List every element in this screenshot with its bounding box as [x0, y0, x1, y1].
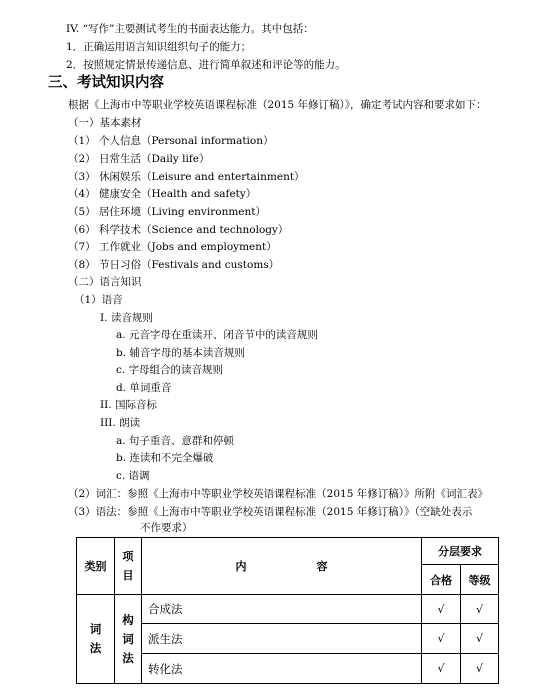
grammar-line: （3）语法：参照《上海市中等职业学校英语课程标准（2015 年修订稿）》（空缺处表示 [68, 506, 473, 518]
category-char-1: 词 [89, 622, 102, 636]
list-item: b. 连读和不完全爆破 [116, 452, 214, 464]
category-cell [77, 595, 115, 684]
header-grade: 等级 [461, 565, 499, 595]
header-item [115, 538, 142, 595]
header-content [142, 538, 422, 595]
header-levels: 分层要求 [422, 538, 499, 565]
item-char-1: 构 [122, 612, 134, 627]
subsection-heading: I. 读音规则 [100, 312, 153, 324]
requirement-item-2: 2．按照规定情景传递信息、进行简单叙述和评论等的能力。 [66, 59, 346, 71]
table-row-grade-check: √ [461, 595, 499, 624]
list-item: （2） 日常生活（Daily life） [68, 153, 210, 165]
list-item: d. 单词重音 [116, 382, 172, 394]
table-row-content: 转化法 [142, 654, 422, 684]
table-row-grade-check: √ [461, 654, 499, 684]
list-item: （5） 居住环境（Living environment） [68, 206, 266, 218]
list-item: c. 字母组合的读音规则 [116, 364, 224, 376]
section-heading: 三、考试知识内容 [48, 75, 164, 91]
list-item: （1） 个人信息（Personal information） [68, 135, 274, 147]
item-cell [115, 595, 142, 684]
requirement-iv: IV. “写作”主要测试考生的书面表达能力。其中包括： [66, 23, 314, 35]
subsection-heading: II. 国际音标 [100, 399, 157, 411]
requirement-item-1: 1．正确运用语言知识组织句子的能力； [66, 41, 252, 53]
category-char-2: 法 [89, 641, 102, 655]
item-char-2: 词 [122, 631, 134, 646]
requirements-table [76, 537, 499, 684]
table-row-pass-check: √ [422, 624, 461, 654]
list-item: （4） 健康安全（Health and safety） [68, 188, 257, 200]
table-row-pass-check: √ [422, 595, 461, 624]
header-content-char-1: 内 [235, 560, 247, 573]
list-item: b. 辅音字母的基本读音规则 [116, 347, 245, 359]
header-category: 类别 [77, 538, 115, 595]
table-row-content: 合成法 [142, 595, 422, 624]
vocab-line: （2）词汇：参照《上海市中等职业学校英语课程标准（2015 年修订稿）》所附《词汇表》 [68, 488, 488, 500]
list-item: （3） 休闲娱乐（Leisure and entertainment） [68, 171, 305, 183]
table-row-pass-check: √ [422, 654, 461, 684]
grammar-line-continued: 不作要求） [140, 522, 193, 534]
basis-paragraph: 根据《上海市中等职业学校英语课程标准（2015 年修订稿）》，确定考试内容和要求如下： [68, 99, 487, 111]
header-item-char-1: 项 [122, 550, 134, 563]
table-row-content: 派生法 [142, 624, 422, 654]
part1-label: （一）基本素材 [68, 117, 142, 129]
item-char-3: 法 [122, 650, 134, 665]
header-item-char-2: 目 [122, 569, 134, 582]
list-item: c. 语调 [116, 470, 150, 482]
table-row-grade-check: √ [461, 624, 499, 654]
pronunciation-label: （1）语音 [74, 294, 123, 306]
list-item: （6） 科学技术（Science and technology） [68, 224, 289, 236]
header-pass: 合格 [422, 565, 461, 595]
part2-label: （二）语言知识 [68, 276, 142, 288]
list-item: （8） 节日习俗（Festivals and customs） [68, 259, 280, 271]
header-content-char-2: 容 [316, 560, 328, 573]
subsection-heading: III. 朗读 [100, 417, 141, 429]
list-item: （7） 工作就业（Jobs and employment） [68, 241, 277, 253]
list-item: a. 元音字母在重读开、闭音节中的读音规则 [116, 329, 318, 341]
list-item: a. 句子重音、意群和停顿 [116, 435, 234, 447]
